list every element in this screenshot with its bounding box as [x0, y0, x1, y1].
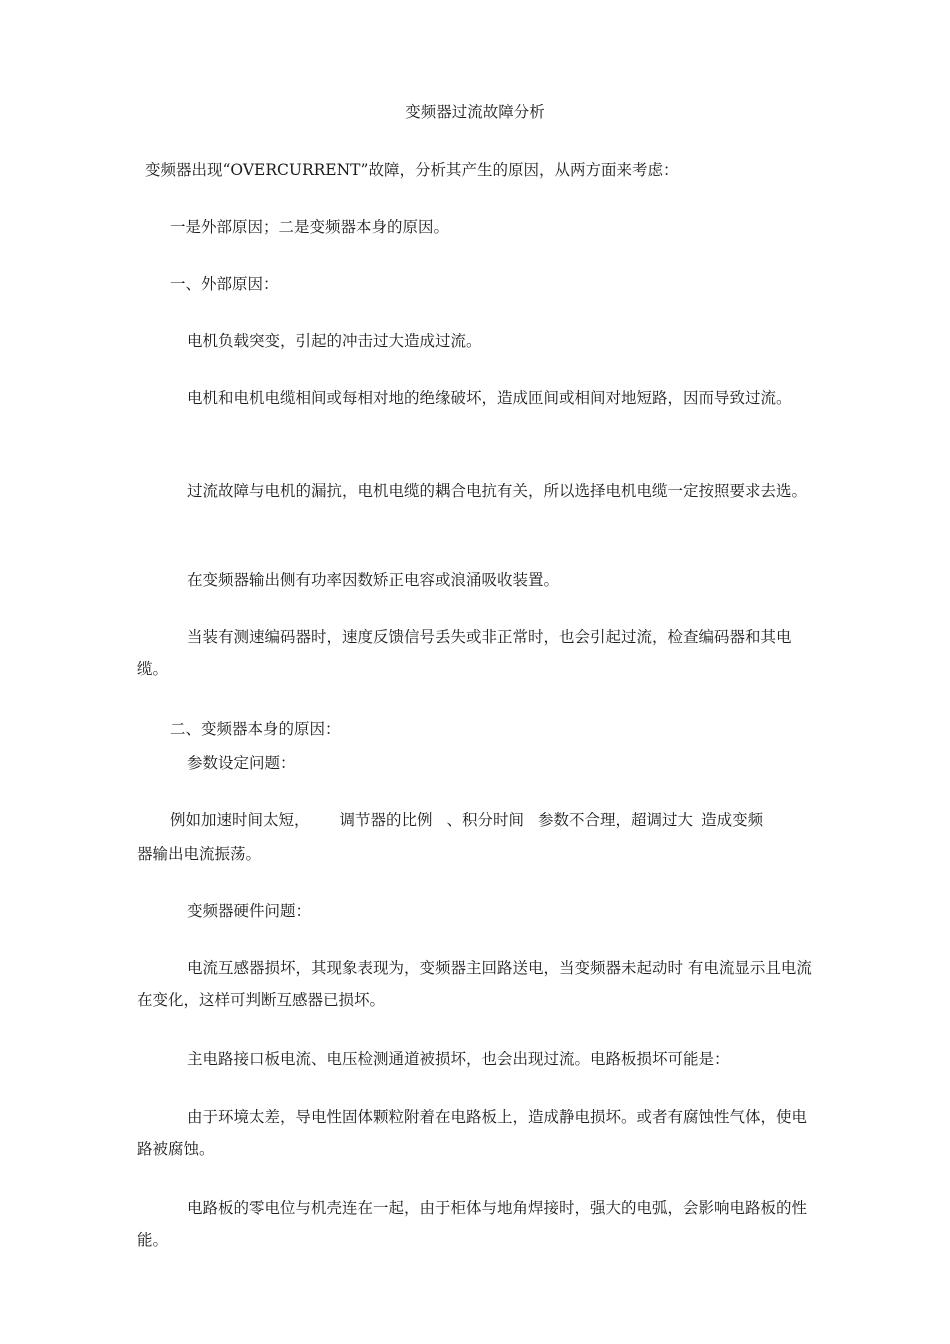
param-text-line1: [170, 813, 763, 829]
s1-item-1: 电机负载突变，引起的冲击过大造成过流。: [187, 332, 482, 350]
hw-item-2: 主电路接口板电流、电压检测通道被损坏，也会出现过流。电路板损坏可能是：: [187, 1050, 730, 1068]
param-text-b: 调节器的比例: [339, 811, 433, 829]
s1-item-4: 在变频器输出侧有功率因数矫正电容或浪涌吸收装置。: [187, 571, 560, 589]
intro-paragraph: 变频器出现“OVERCURRENT”故障，分析其产生的原因，从两方面来考虑：: [145, 161, 679, 179]
hw-item-1: 电流互感器损坏，其现象表现为，变频器主回路送电，当变频器未起动时 有电流显示且电流在变化，这样可判断互感器已损坏。: [137, 959, 812, 1009]
param-text-e: 造成变频: [701, 811, 764, 829]
section1-heading: 一、外部原因：: [170, 275, 279, 293]
param-text-f: 器输出电流振荡。: [137, 845, 262, 863]
s1-item-2: 电机和电机电缆相间或每相对地的绝缘破坏，造成匝间或相间对地短路，因而导致过流。: [187, 389, 792, 407]
param-heading: 参数设定问题：: [187, 754, 296, 772]
s1-item-5: 当装有测速编码器时，速度反馈信号丢失或非正常时，也会引起过流，检查编码器和其电缆。: [137, 628, 792, 678]
param-text-a: 例如加速时间太短，: [170, 811, 310, 829]
hw-item-3: 由于环境太差，导电性固体颗粒附着在电路板上，造成静电损坏。或者有腐蚀性气体，使电路被腐蚀。: [137, 1108, 808, 1158]
two-causes-line: 一是外部原因；二是变频器本身的原因。: [170, 218, 450, 236]
s1-item-3: 过流故障与电机的漏抗，电机电缆的耦合电抗有关，所以选择电机电缆一定按照要求去选。: [187, 482, 808, 500]
section2-heading: 二、变频器本身的原因：: [170, 720, 341, 738]
document-title: 变频器过流故障分析: [405, 103, 545, 121]
hw-heading: 变频器硬件问题：: [187, 902, 312, 920]
param-text-c: 、积分时间: [446, 811, 525, 829]
hw-item-4: 电路板的零电位与机壳连在一起，由于柜体与地角焊接时，强大的电弧，会影响电路板的性能。: [137, 1199, 808, 1249]
param-text-d: 参数不合理，超调过大: [538, 811, 694, 829]
